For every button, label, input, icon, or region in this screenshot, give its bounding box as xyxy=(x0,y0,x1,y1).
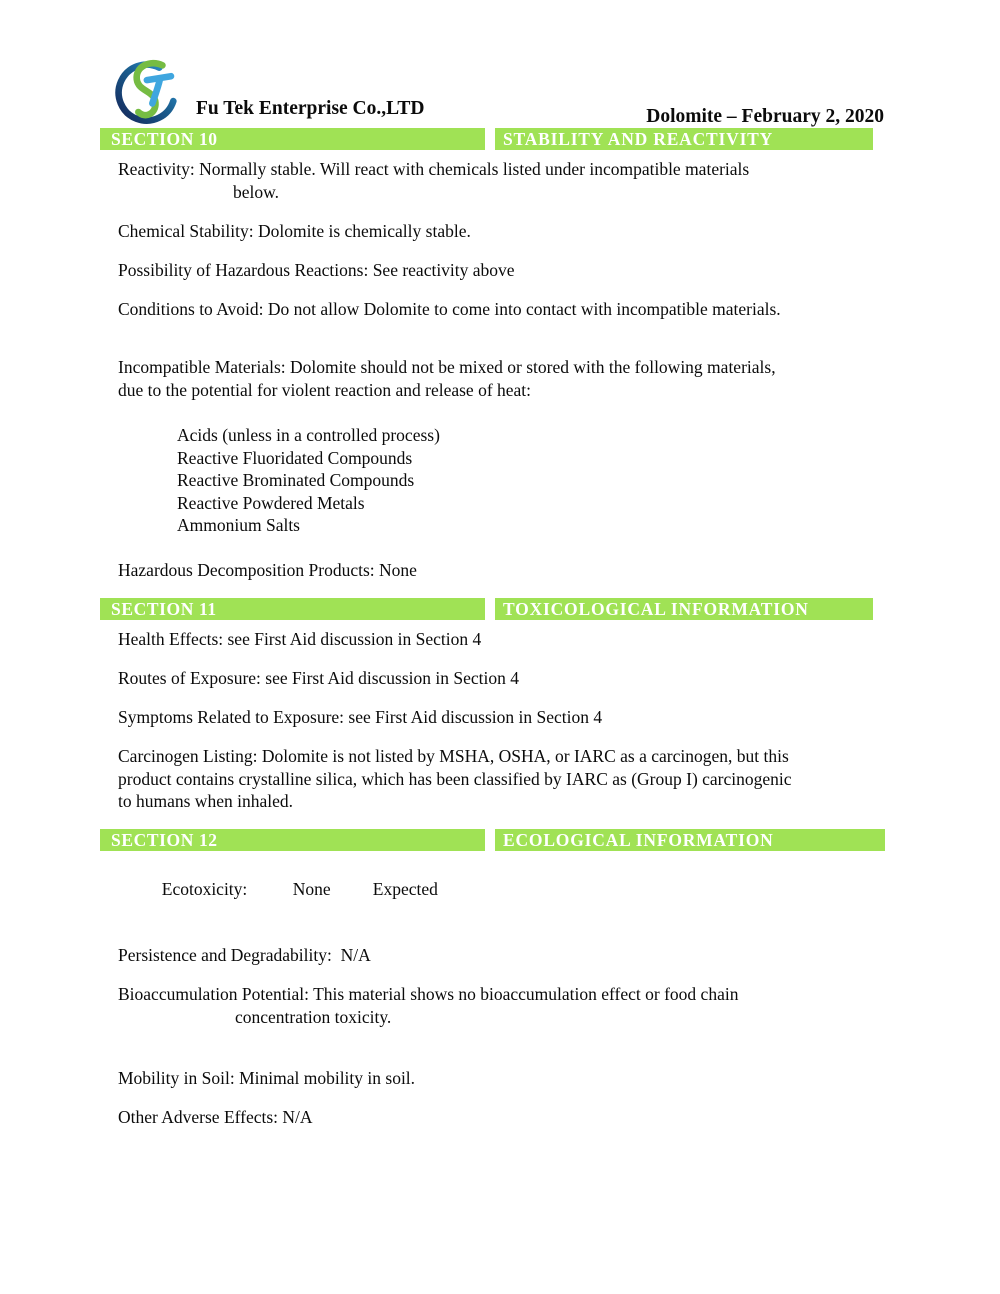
list-item: Reactive Fluoridated Compounds xyxy=(177,447,413,468)
mobility-paragraph: Mobility in Soil: Minimal mobility in soil. xyxy=(118,1068,416,1088)
fu-tek-logo-icon xyxy=(111,56,189,126)
ecotoxicity-value-2: Expected xyxy=(372,878,438,899)
section-10-label: SECTION 10 xyxy=(100,128,485,150)
section-10-header-bar xyxy=(100,128,873,150)
symptoms-paragraph: Symptoms Related to Exposure: see First Aid discussion in Section 4 xyxy=(118,707,603,727)
section-12 xyxy=(100,829,885,1129)
list-item: Ammonium Salts xyxy=(177,515,300,535)
section-11-title: TOXICOLOGICAL INFORMATION xyxy=(495,598,873,620)
other-adverse-effects-paragraph: Other Adverse Effects: N/A xyxy=(118,1107,313,1127)
persistence-paragraph: Persistence and Degradability: N/A xyxy=(118,945,371,965)
section-12-body xyxy=(100,851,885,1129)
list-item: Acids (unless in a controlled process) xyxy=(177,425,440,445)
chemical-stability-paragraph: Chemical Stability: Dolomite is chemically stable. xyxy=(118,220,471,241)
list-item: Reactive Powdered Metals xyxy=(177,492,365,513)
section-10-body xyxy=(100,150,873,582)
section-10-title: STABILITY AND REACTIVITY xyxy=(495,128,873,150)
hazardous-reactions-paragraph: Possibility of Hazardous Reactions: See reactivity above xyxy=(118,259,515,280)
section-bar-divider xyxy=(485,829,495,851)
list-item: Reactive Brominated Compounds xyxy=(177,470,415,490)
company-name: Fu Tek Enterprise Co.,LTD xyxy=(196,98,425,119)
section-11-label: SECTION 11 xyxy=(100,598,485,620)
reactivity-paragraph: Reactivity: Normally stable. Will react with chemicals listed under incompatible materials below. xyxy=(118,159,750,202)
section-11-body xyxy=(100,620,873,813)
section-11 xyxy=(100,598,873,813)
section-10 xyxy=(100,128,873,582)
decomposition-products-paragraph: Hazardous Decomposition Products: None xyxy=(118,560,417,580)
ecotoxicity-paragraph xyxy=(118,855,885,923)
document-title-date: Dolomite – February 2, 2020 xyxy=(646,106,884,127)
incompatible-materials-list xyxy=(118,424,873,537)
section-bar-divider xyxy=(485,598,495,620)
section-12-label: SECTION 12 xyxy=(100,829,485,851)
ecotoxicity-value-1: None xyxy=(292,878,331,899)
carcinogen-listing-paragraph: Carcinogen Listing: Dolomite is not listed by MSHA, OSHA, or IARC as a carcinogen, but this product contains crystalline silica, which has been classified by IARC as (Group I) carcinogenic to humans when inhaled. xyxy=(118,746,792,811)
incompatible-materials-paragraph: Incompatible Materials: Dolomite should not be mixed or stored with the following materials, due to the potential for violent reaction and release of heat: xyxy=(118,357,776,400)
routes-of-exposure-paragraph: Routes of Exposure: see First Aid discussion in Section 4 xyxy=(118,668,520,688)
section-bar-divider xyxy=(485,128,495,150)
conditions-to-avoid-paragraph: Conditions to Avoid: Do not allow Dolomite to come into contact with incompatible materials. xyxy=(118,298,781,319)
health-effects-paragraph: Health Effects: see First Aid discussion in Section 4 xyxy=(118,629,482,649)
section-12-header-bar xyxy=(100,829,885,851)
ecotoxicity-label: Ecotoxicity: xyxy=(161,878,248,899)
bioaccumulation-paragraph: Bioaccumulation Potential: This material shows no bioaccumulation effect or food chain concentration toxicity. xyxy=(118,984,739,1027)
section-11-header-bar xyxy=(100,598,873,620)
section-12-title: ECOLOGICAL INFORMATION xyxy=(495,829,885,851)
